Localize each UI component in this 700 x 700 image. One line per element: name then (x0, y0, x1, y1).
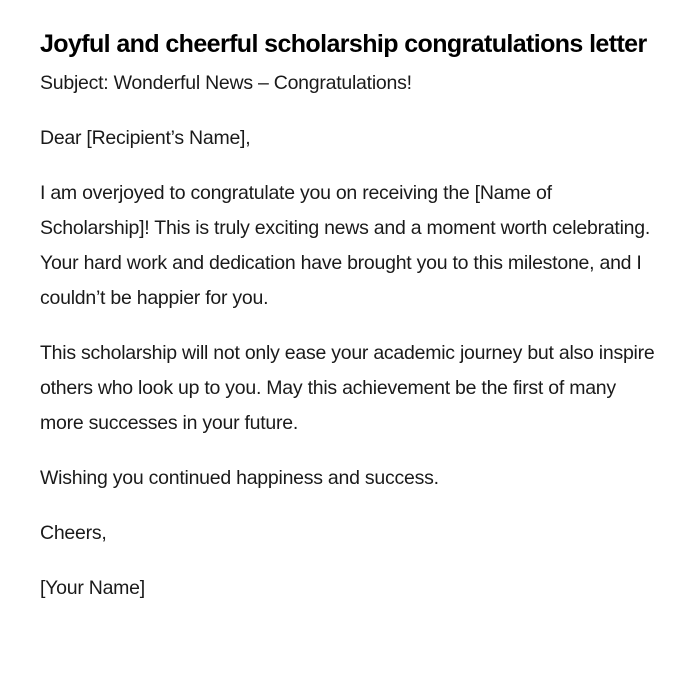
letter-paragraph-2: This scholarship will not only ease your academic journey but also inspire others who look up to you. May this achievement be the first of many more successes in your future. (40, 342, 655, 434)
letter-closing: Cheers, (40, 522, 107, 544)
letter-salutation: Dear [Recipient’s Name], (40, 127, 251, 149)
letter-paragraph-1: I am overjoyed to congratulate you on receiving the [Name of Scholarship]! This is truly exciting news and a moment worth celebrating. Your hard work and dedication have brought you to this milestone, and I couldn’t be happier for you. (40, 182, 651, 309)
letter-subject: Subject: Wonderful News – Congratulations! (40, 72, 412, 94)
letter-title: Joyful and cheerful scholarship congratulations letter (40, 30, 647, 58)
letter-paragraph-3: Wishing you continued happiness and success. (40, 467, 439, 489)
letter-signature: [Your Name] (40, 577, 145, 599)
